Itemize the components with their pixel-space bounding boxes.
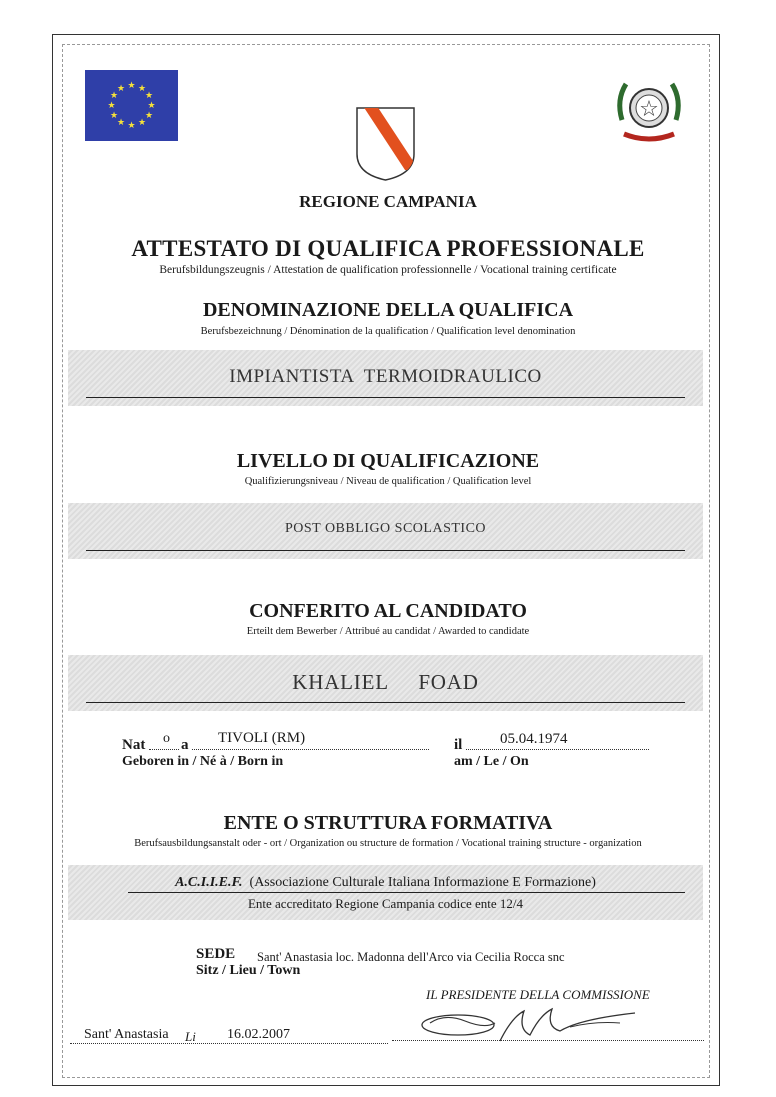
qualification-underline xyxy=(86,397,685,398)
born-translation: Geboren in / Né à / Born in xyxy=(122,754,284,769)
svg-text:★: ★ xyxy=(137,118,147,128)
birth-place: TIVOLI (RM) xyxy=(218,730,306,746)
candidate-heading: CONFERITO AL CANDIDATO xyxy=(249,600,527,622)
svg-text:★: ★ xyxy=(147,101,156,111)
institution-field xyxy=(68,865,703,920)
signing-date-label: Li xyxy=(185,1029,196,1044)
svg-text:★: ★ xyxy=(109,111,119,121)
seat-address: Sant' Anastasia loc. Madonna dell'Arco via Cecilia Rocca snc xyxy=(257,950,565,964)
svg-text:★: ★ xyxy=(116,84,126,94)
campania-shield-icon xyxy=(355,106,416,182)
born-at-label: a xyxy=(181,737,189,753)
level-heading-translation: Qualifizierungsniveau / Niveau de qualification / Qualification level xyxy=(244,476,532,487)
institution-heading-translation: Berufsausbildungsanstalt oder - ort / Organization ou structure de formation / Vocational training structure - organization xyxy=(134,838,642,849)
eu-flag-icon xyxy=(85,70,178,141)
institution-full-name: (Associazione Culturale Italiana Informazione E Formazione) xyxy=(249,875,596,890)
birth-date-label: il xyxy=(454,737,463,753)
born-gender-suffix: o xyxy=(163,731,170,746)
svg-text:★: ★ xyxy=(116,118,126,128)
level-underline xyxy=(86,550,685,551)
svg-text:★: ★ xyxy=(127,81,136,91)
candidate-name: KHALIEL FOAD xyxy=(292,670,479,694)
certificate-title-translation: Berufsbildungszeugnis / Attestation de qualification professionnelle / Vocational training certificate xyxy=(159,264,617,276)
signing-date: 16.02.2007 xyxy=(227,1027,290,1042)
qualification-field xyxy=(68,350,703,406)
born-label: Nat xyxy=(122,737,146,753)
svg-text:★: ★ xyxy=(109,91,119,101)
signing-dotline xyxy=(70,1028,388,1044)
seat-label: SEDE xyxy=(196,946,236,962)
institution-accreditation: Ente accreditato Regione Campania codice ente 12/4 xyxy=(247,896,524,911)
svg-text:★: ★ xyxy=(144,91,154,101)
svg-text:★: ★ xyxy=(144,111,154,121)
birth-date: 05.04.1974 xyxy=(500,731,568,747)
level-heading: LIVELLO DI QUALIFICAZIONE xyxy=(236,450,540,472)
signature-dotline xyxy=(392,1026,704,1041)
region-name: REGIONE CAMPANIA xyxy=(299,192,477,211)
svg-text:☆: ☆ xyxy=(639,97,659,122)
candidate-heading-translation: Erteilt dem Bewerber / Attribué au candidat / Awarded to candidate xyxy=(246,626,530,637)
signing-place: Sant' Anastasia xyxy=(84,1027,169,1042)
institution-heading: ENTE O STRUTTURA FORMATIVA xyxy=(223,812,553,834)
birth-date-translation: am / Le / On xyxy=(454,754,529,769)
institution-divider xyxy=(128,892,685,893)
candidate-field xyxy=(68,655,703,711)
president-label: IL PRESIDENTE DELLA COMMISSIONE xyxy=(426,987,650,1002)
candidate-underline xyxy=(86,702,685,703)
qualification-heading: DENOMINAZIONE DELLA QUALIFICA xyxy=(202,299,574,321)
certificate-title: ATTESTATO DI QUALIFICA PROFESSIONALE xyxy=(131,236,645,261)
svg-text:★: ★ xyxy=(107,101,116,111)
institution-acronym: A.C.I.I.E.F. xyxy=(175,875,243,890)
italian-republic-emblem-icon xyxy=(612,70,686,150)
level-field xyxy=(68,503,703,559)
level-value: POST OBBLIGO SCOLASTICO xyxy=(284,521,487,536)
svg-text:★: ★ xyxy=(137,84,147,94)
qualification-value: IMPIANTISTA TERMOIDRAULICO xyxy=(229,366,542,387)
svg-text:★: ★ xyxy=(127,121,136,131)
qualification-heading-translation: Berufsbezeichnung / Dénomination de la qualification / Qualification level denomination xyxy=(200,326,576,337)
institution-name-line xyxy=(68,875,703,891)
seat-label-translation: Sitz / Lieu / Town xyxy=(196,963,301,978)
